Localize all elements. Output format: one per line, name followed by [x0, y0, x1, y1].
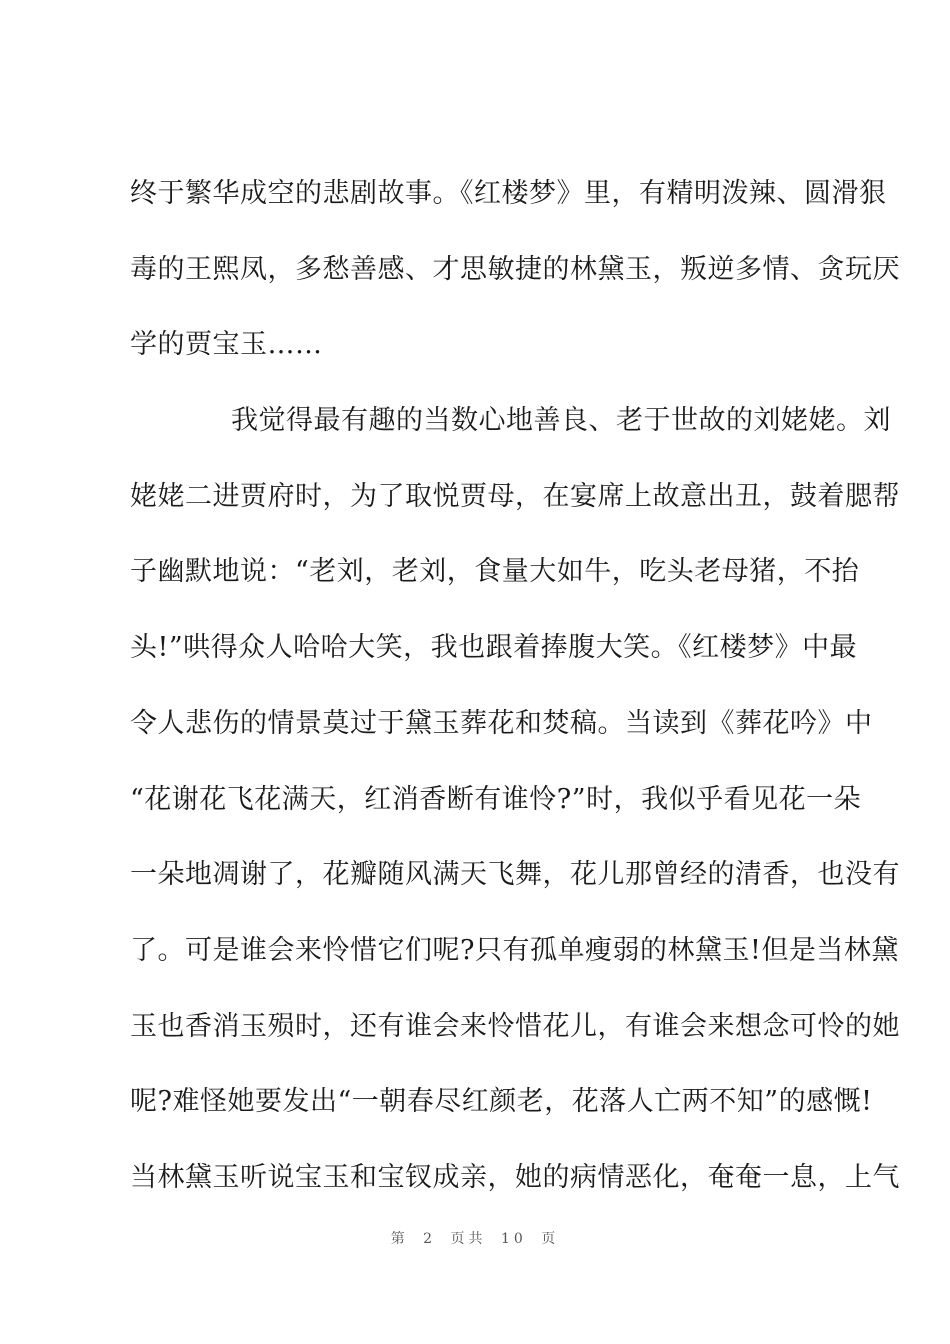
body-text [130, 172, 900, 1232]
text-line: 当林黛玉听说宝玉和宝钗成亲，她的病情恶化，奄奄一息，上气 [130, 1161, 900, 1193]
text-line: “花谢花飞花满天，红消香断有谁怜?”时，我似乎看见花一朵 [130, 783, 862, 815]
text-line: 姥姥二进贾府时，为了取悦贾母，在宴席上故意出丑，鼓着腮帮 [130, 480, 900, 512]
page-number-footer: 第 2 页共 10 页 [390, 1231, 560, 1247]
text-line: 子幽默地说：“老刘，老刘，食量大如牛，吃头老母猪，不抬 [130, 556, 860, 588]
text-line: 终于繁华成空的悲剧故事。《红楼梦》里，有精明泼辣、圆滑狠 [130, 178, 887, 209]
text-line: 头!”哄得众人哈哈大笑，我也跟着捧腹大笑。《红楼梦》中最 [130, 632, 858, 664]
text-line: 学的贾宝玉…… [130, 329, 323, 361]
text-line: 我觉得最有趣的当数心地善良、老于世故的刘姥姥。刘 [231, 405, 891, 437]
text-line: 一朵地凋谢了，花瓣随风满天飞舞，花儿那曾经的清香，也没有 [130, 859, 900, 891]
text-line: 毒的王熙凤，多愁善感、才思敏捷的林黛玉，叛逆多情、贪玩厌 [130, 253, 900, 285]
text-line: 玉也香消玉殒时，还有谁会来怜惜花儿，有谁会来想念可怜的她 [130, 1010, 900, 1042]
text-line: 呢?难怪她要发出“一朝春尽红颜老，花落人亡两不知”的感慨! [130, 1086, 873, 1118]
text-line: 令人悲伤的情景莫过于黛玉葬花和焚稿。当读到《葬花吟》中 [130, 707, 873, 739]
text-line: 了。可是谁会来怜惜它们呢?只有孤单瘦弱的林黛玉!但是当林黛 [130, 934, 899, 966]
